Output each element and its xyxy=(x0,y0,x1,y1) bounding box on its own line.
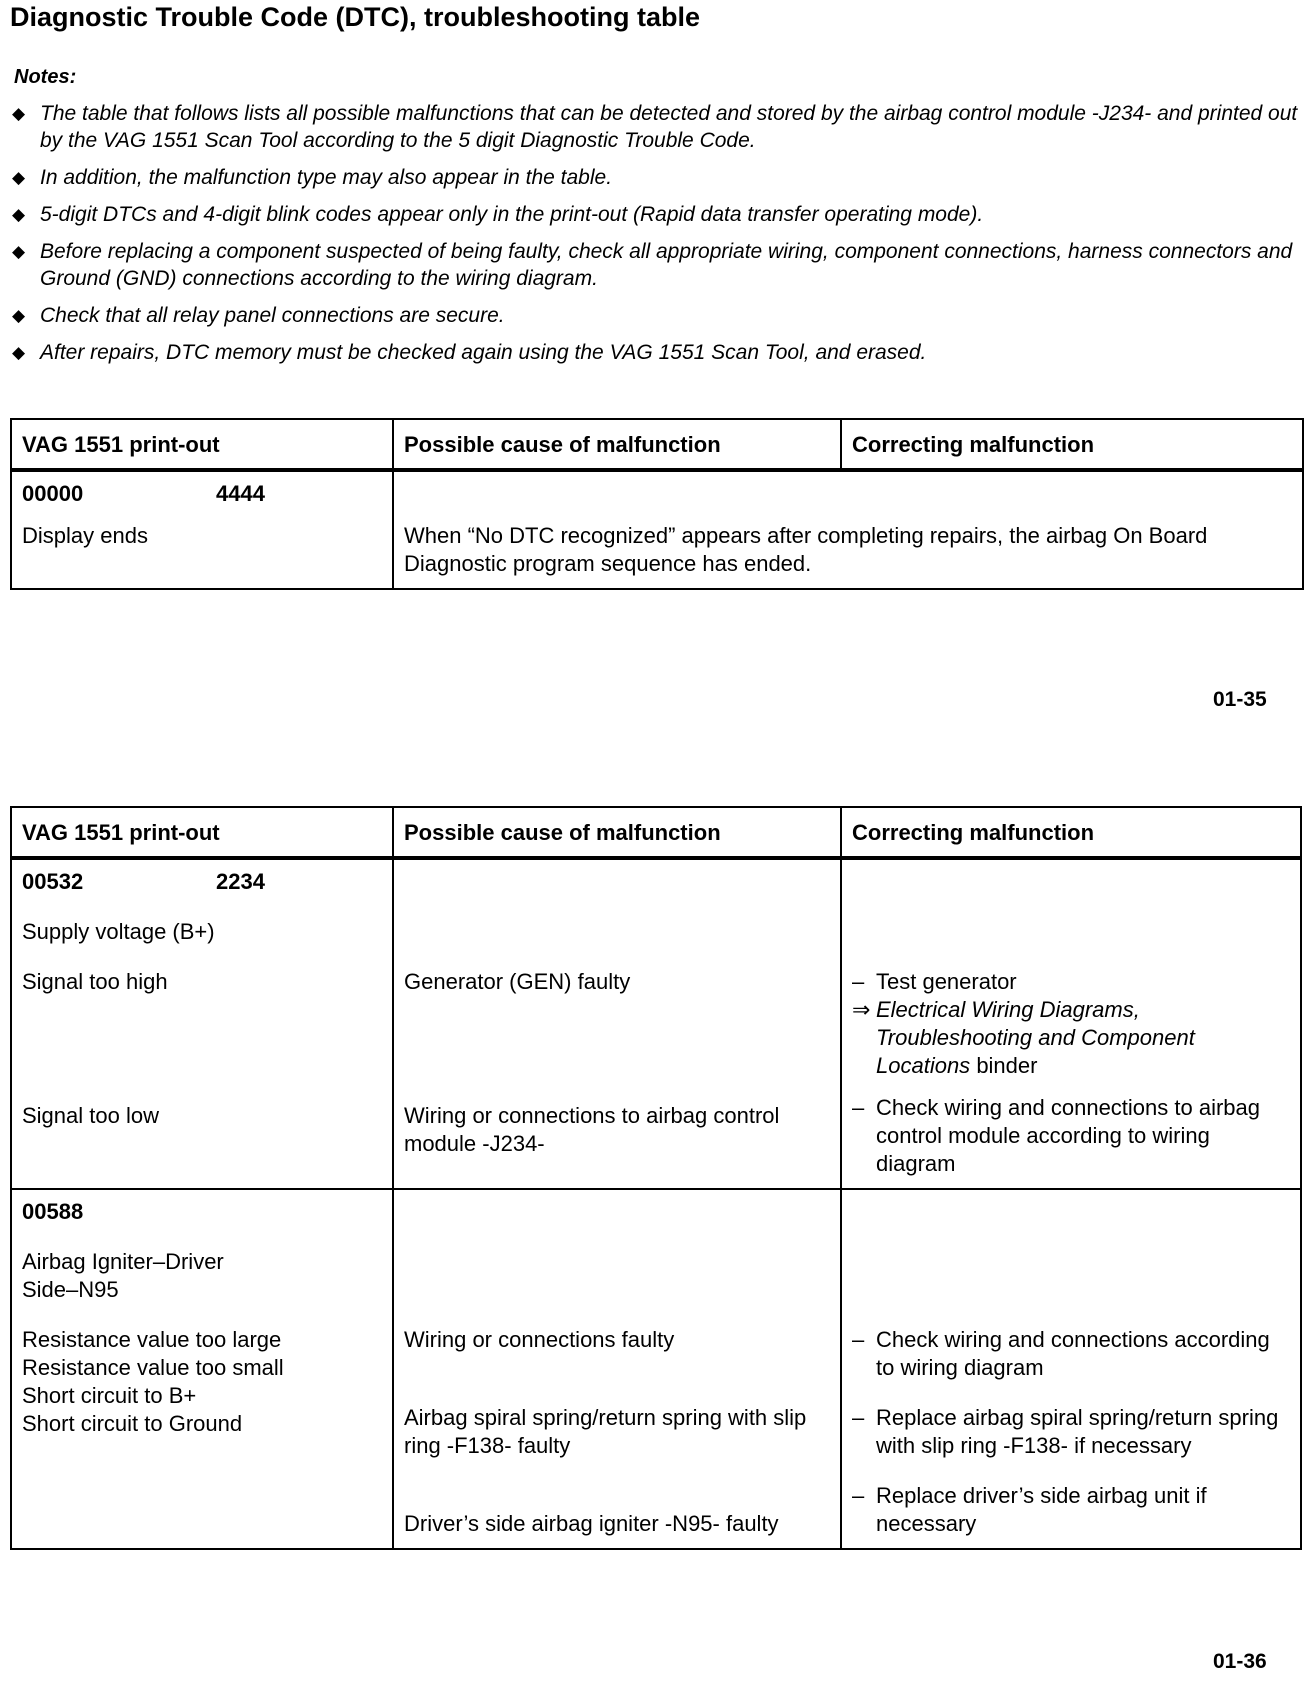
correct-cell xyxy=(841,858,1301,1189)
dtc-code: 00532 xyxy=(22,869,84,894)
blink-code: 4444 xyxy=(216,481,265,506)
note-text: The table that follows lists all possible malfunctions that can be detected and stored by the airbag control module -J234- and printed out by the VAG 1551 Scan Tool according to the 5 digit Diagnostic Trouble Code. xyxy=(40,102,1298,152)
dash-icon: – xyxy=(852,1405,865,1430)
fix-item xyxy=(852,1326,1290,1382)
fix-text: Replace airbag spiral spring/return spring with slip ring -F138- if necessary xyxy=(876,1405,1279,1458)
dtc-code: 00000 xyxy=(22,481,84,506)
fix-reference xyxy=(852,996,1290,1080)
cause-text: When “No DTC recognized” appears after completing repairs, the airbag On Board Diagnostic program sequence has ended. xyxy=(404,523,1208,576)
blink-code: 2234 xyxy=(216,869,265,894)
fault-type: Resistance value too large xyxy=(22,1327,282,1352)
note-item xyxy=(12,302,1302,329)
fault-type: Short circuit to Ground xyxy=(22,1411,243,1436)
dtc-table-1 xyxy=(10,418,1304,590)
header-correct: Correcting malfunction xyxy=(841,419,1303,470)
table-row xyxy=(11,470,1303,589)
notes-list xyxy=(12,100,1302,376)
cause-cell xyxy=(393,470,1303,589)
header-cause: Possible cause of malfunction xyxy=(393,807,841,858)
fault-type: Short circuit to B+ xyxy=(22,1383,197,1408)
table-row xyxy=(11,1189,1301,1549)
dash-icon: – xyxy=(852,969,865,994)
fault-type: Signal too high xyxy=(22,969,168,994)
note-item xyxy=(12,339,1302,366)
note-text: After repairs, DTC memory must be checked again using the VAG 1551 Scan Tool, and erased. xyxy=(40,341,927,364)
fix-item xyxy=(852,1482,1290,1538)
dtc-table-2 xyxy=(10,806,1302,1550)
cause-text: Driver’s side airbag igniter -N95- faulty xyxy=(404,1511,779,1536)
cause-text: Generator (GEN) faulty xyxy=(404,969,631,994)
note-text: 5-digit DTCs and 4-digit blink codes appear only in the print-out (Rapid data transfer operating mode). xyxy=(40,203,984,226)
correct-cell xyxy=(841,1189,1301,1549)
printout-cell xyxy=(11,1189,393,1549)
fix-text: Check wiring and connections according to wiring diagram xyxy=(876,1327,1270,1380)
note-item xyxy=(12,238,1302,292)
note-text: Before replacing a component suspected of being faulty, check all appropriate wiring, component connections, harness connectors and Ground (GND) connections according to the wiring diagram. xyxy=(40,240,1293,290)
table-header-row xyxy=(11,807,1301,858)
printout-cell xyxy=(11,858,393,1189)
fault-type: Signal too low xyxy=(22,1103,159,1128)
dash-icon: – xyxy=(852,1095,865,1120)
header-cause: Possible cause of malfunction xyxy=(393,419,841,470)
cause-cell xyxy=(393,1189,841,1549)
page-title: Diagnostic Trouble Code (DTC), troubleshooting table xyxy=(10,2,700,32)
note-item xyxy=(12,164,1302,191)
cause-text: Airbag spiral spring/return spring with slip ring -F138- faulty xyxy=(404,1405,807,1458)
cause-text: Wiring or connections to airbag control module -J234- xyxy=(404,1103,780,1156)
note-item xyxy=(12,100,1302,154)
diamond-bullet-icon: ◆ xyxy=(12,343,26,362)
dash-icon: – xyxy=(852,1483,865,1508)
cause-text: Wiring or connections faulty xyxy=(404,1327,675,1352)
component-name: Supply voltage (B+) xyxy=(22,919,215,944)
note-text: In addition, the malfunction type may also appear in the table. xyxy=(40,166,613,189)
header-printout: VAG 1551 print-out xyxy=(11,807,393,858)
page-number: 01-36 xyxy=(1213,1650,1267,1673)
fault-type: Resistance value too small xyxy=(22,1355,284,1380)
fix-text: Replace driver’s side airbag unit if necessary xyxy=(876,1483,1207,1536)
fix-item xyxy=(852,968,1290,996)
notes-heading: Notes: xyxy=(14,66,77,88)
fix-text: Test generator xyxy=(876,969,1017,994)
right-arrow-icon: ⇒ xyxy=(852,997,871,1022)
diamond-bullet-icon: ◆ xyxy=(12,205,26,224)
diamond-bullet-icon: ◆ xyxy=(12,104,26,123)
dash-icon: – xyxy=(852,1327,865,1352)
reference-text: Electrical Wiring Diagrams, Troubleshooting and Component Locations xyxy=(876,997,1195,1078)
table-header-row xyxy=(11,419,1303,470)
fix-item xyxy=(852,1404,1290,1460)
printout-cell xyxy=(11,470,393,589)
dtc-code: 00588 xyxy=(22,1199,84,1224)
page-number: 01-35 xyxy=(1213,688,1267,711)
header-correct: Correcting malfunction xyxy=(841,807,1301,858)
cause-cell xyxy=(393,858,841,1189)
table-row xyxy=(11,858,1301,1189)
note-item xyxy=(12,201,1302,228)
fix-text: Check wiring and connections to airbag control module according to wiring diagram xyxy=(876,1095,1261,1176)
fix-item xyxy=(852,1094,1290,1178)
header-printout: VAG 1551 print-out xyxy=(11,419,393,470)
reference-tail: binder xyxy=(976,1053,1038,1078)
dtc-label: Display ends xyxy=(22,523,148,548)
diamond-bullet-icon: ◆ xyxy=(12,168,26,187)
note-text: Check that all relay panel connections are secure. xyxy=(40,304,505,327)
diamond-bullet-icon: ◆ xyxy=(12,242,26,261)
component-name: Airbag Igniter–Driver Side–N95 xyxy=(22,1249,224,1302)
diamond-bullet-icon: ◆ xyxy=(12,306,26,325)
